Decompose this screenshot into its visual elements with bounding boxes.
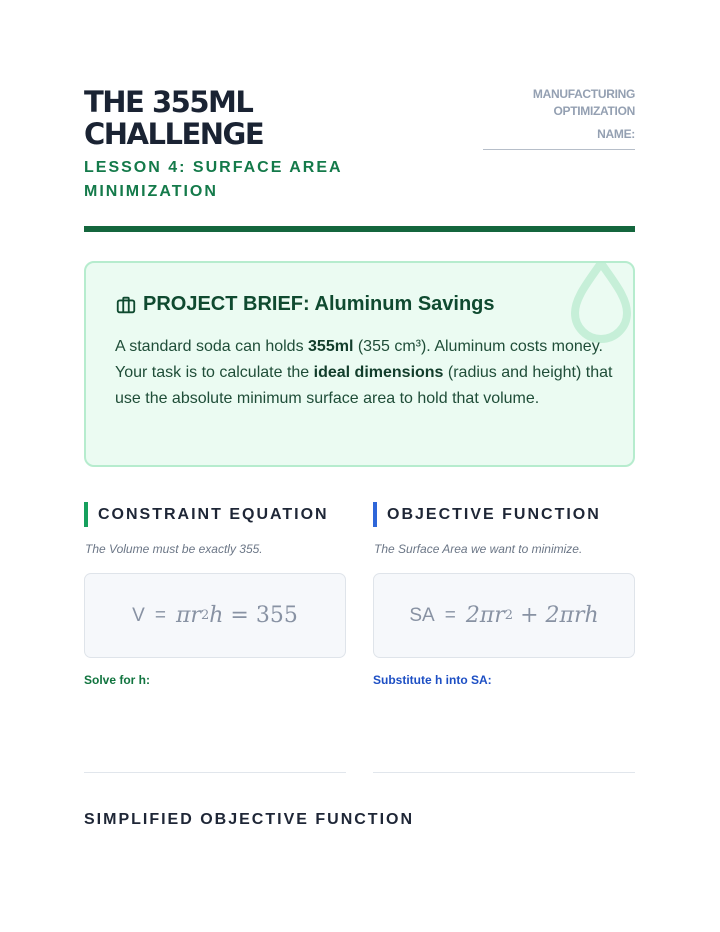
header-meta (483, 86, 635, 150)
constraint-heading: CONSTRAINT EQUATION (84, 502, 329, 527)
term-one: 2πr (465, 603, 505, 628)
constraint-equation-box (84, 573, 346, 658)
pi-r: πr (175, 603, 201, 628)
objective-heading: OBJECTIVE FUNCTION (373, 502, 601, 527)
solve-answer-line[interactable] (84, 772, 346, 773)
simplified-heading: SIMPLIFIED OBJECTIVE FUNCTION (84, 811, 415, 828)
briefcase-icon (115, 294, 137, 316)
name-field-line[interactable] (483, 146, 635, 150)
meta-line-2: OPTIMIZATION (553, 104, 635, 118)
objective-equation-box (373, 573, 635, 658)
exponent: 2 (200, 608, 210, 623)
lesson-line-1: LESSON 4: SURFACE AREA (84, 159, 343, 176)
constraint-hint: The Volume must be exactly 355. (85, 542, 263, 556)
substitute-label: Substitute h into SA: (373, 673, 492, 687)
brief-heading-row (115, 293, 495, 316)
exponent: 2 (504, 608, 514, 623)
surface-area-symbol: SA (409, 604, 435, 626)
equals-sign: = (444, 604, 456, 626)
term-two: + 2πrh (513, 603, 599, 628)
substitute-answer-line[interactable] (373, 772, 635, 773)
brief-text (115, 334, 615, 412)
brief-bold-dimensions: ideal dimensions (313, 364, 444, 381)
solve-for-h-label: Solve for h: (84, 673, 151, 687)
title-line-1: THE 355ML (84, 85, 253, 119)
lesson-line-2: MINIMIZATION (84, 183, 218, 200)
lesson-subtitle (84, 156, 384, 204)
header-rule (84, 226, 635, 232)
name-label: NAME: (597, 127, 635, 141)
page-title (84, 86, 263, 150)
project-brief-card (84, 261, 635, 467)
equals-sign: = (154, 604, 166, 626)
brief-heading: PROJECT BRIEF: Aluminum Savings (143, 293, 495, 315)
brief-text-3: (radius and height) that use the absolute minimum surface area to hold that volume. (115, 364, 613, 407)
title-line-2: CHALLENGE (84, 117, 264, 151)
volume-symbol: V (132, 604, 145, 626)
brief-bold-volume: 355ml (308, 338, 354, 355)
meta-line-1: MANUFACTURING (532, 87, 635, 101)
height-var: h (209, 603, 224, 628)
brief-text-2: (355 cm³). Aluminum costs money. Your task is to calculate the (115, 338, 603, 381)
brief-text-1: A standard soda can holds (115, 338, 309, 355)
objective-hint: The Surface Area we want to minimize. (374, 542, 583, 556)
equals-value: = 355 (223, 603, 298, 628)
